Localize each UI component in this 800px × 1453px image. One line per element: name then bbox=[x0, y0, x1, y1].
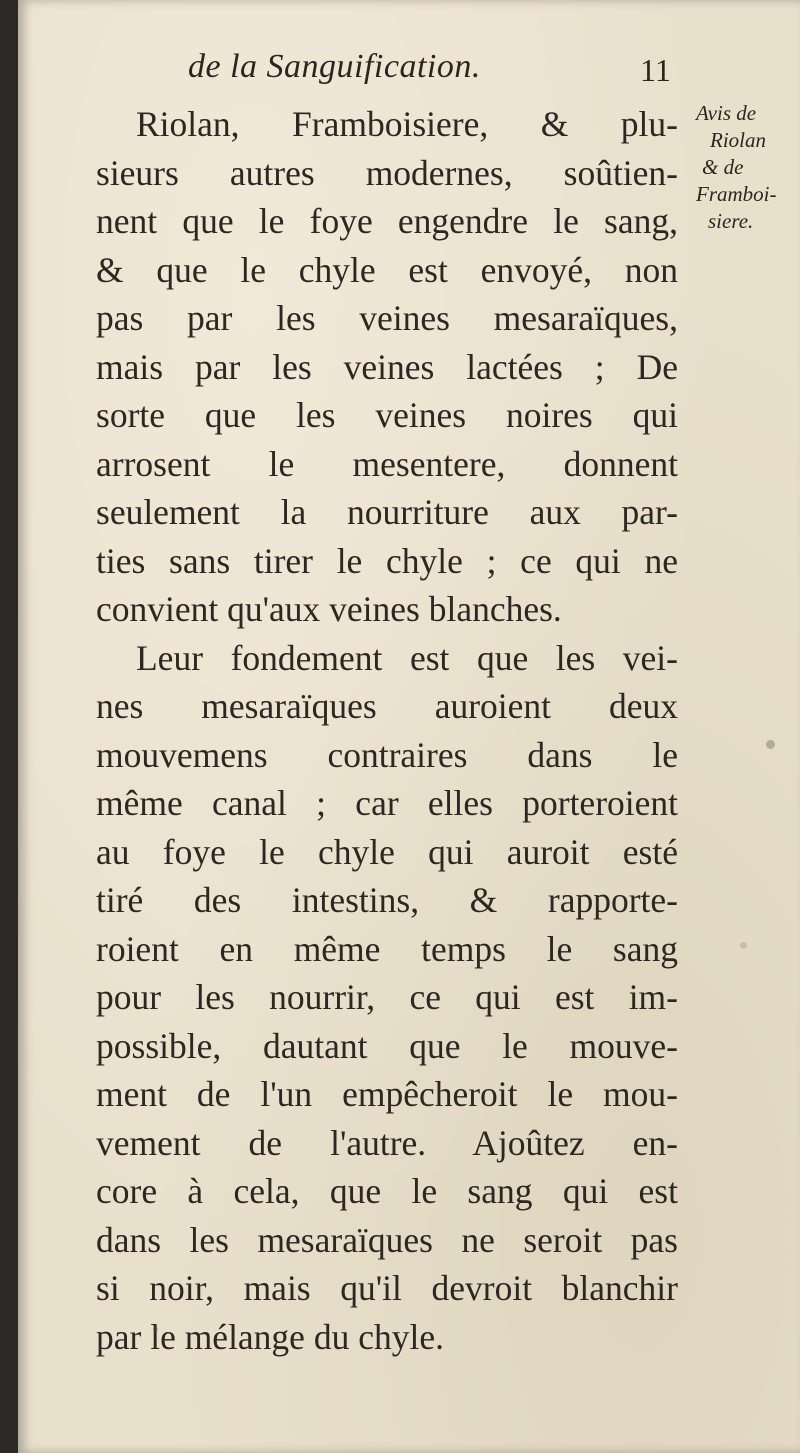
text-line: ties sans tirer le chyle ; ce qui ne bbox=[96, 540, 678, 581]
text-line: tiré des intestins, & rapporte- bbox=[96, 880, 678, 920]
text-line: Leur fondement est que les vei- bbox=[136, 637, 678, 678]
page-number: 11 bbox=[640, 52, 671, 88]
book-page bbox=[18, 0, 800, 1453]
paragraph-2 bbox=[96, 634, 678, 1362]
text-line: ment de l'un empêcheroit le mou- bbox=[96, 1074, 678, 1114]
text-line: mais par les veines lactées ; De bbox=[96, 346, 678, 387]
margin-note bbox=[696, 100, 800, 235]
margin-note-line: Framboi- bbox=[696, 182, 777, 206]
text-line: par le mélange du chyle. bbox=[96, 1316, 444, 1357]
running-title: de la Sanguification. bbox=[188, 48, 481, 85]
text-line: possible, dautant que le mouve- bbox=[96, 1025, 678, 1066]
text-line: core à cela, que le sang qui est bbox=[96, 1171, 678, 1211]
text-line: nent que le foye engendre le sang, bbox=[96, 201, 678, 241]
ink-speck bbox=[766, 740, 775, 749]
text-line: seulement la nourriture aux par- bbox=[96, 492, 678, 532]
text-line: arrosent le mesentere, donnent bbox=[96, 443, 678, 484]
ink-speck bbox=[153, 1327, 158, 1332]
text-line: pour les nourrir, ce qui est im- bbox=[96, 977, 678, 1017]
margin-note-line: Avis de bbox=[696, 101, 757, 125]
text-line: & que le chyle est envoyé, non bbox=[96, 249, 678, 290]
text-line: roient en même temps le sang bbox=[96, 928, 678, 969]
text-line: pas par les veines mesaraïques, bbox=[96, 298, 678, 338]
text-line: si noir, mais qu'il devroit blanchir bbox=[96, 1268, 678, 1308]
text-line: Riolan, Framboisiere, & plu- bbox=[136, 104, 678, 144]
text-line: dans les mesaraïques ne seroit pas bbox=[96, 1219, 678, 1260]
ink-speck bbox=[740, 942, 747, 949]
text-line: vement de l'autre. Ajoûtez en- bbox=[96, 1122, 678, 1163]
text-line: mouvemens contraires dans le bbox=[96, 734, 678, 775]
margin-note-line: Riolan bbox=[710, 128, 766, 152]
text-line: sorte que les veines noires qui bbox=[96, 395, 678, 435]
margin-note-line: siere. bbox=[708, 209, 754, 233]
text-line: sieurs autres modernes, soûtien- bbox=[96, 152, 678, 193]
text-line: nes mesaraïques auroient deux bbox=[96, 686, 678, 726]
text-line: au foye le chyle qui auroit esté bbox=[96, 831, 678, 872]
text-line: même canal ; car elles porteroient bbox=[96, 783, 678, 823]
paragraph-1 bbox=[96, 100, 678, 634]
text-line: convient qu'aux veines blanches. bbox=[96, 589, 562, 629]
margin-note-line: & de bbox=[702, 155, 744, 179]
body-text bbox=[96, 100, 678, 1361]
